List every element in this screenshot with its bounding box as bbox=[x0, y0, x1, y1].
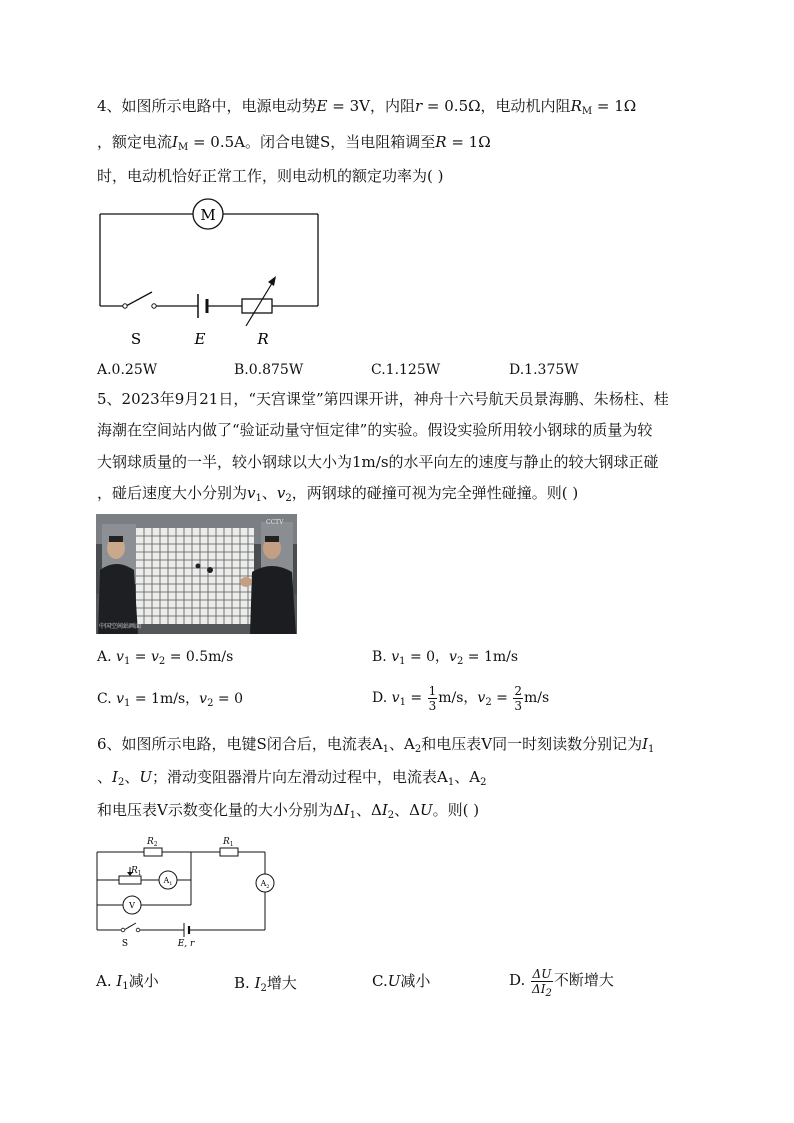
v2-subscript: 2 bbox=[207, 698, 214, 709]
q6-text: 、 bbox=[97, 768, 113, 786]
voltmeter-label: V bbox=[129, 901, 135, 910]
q6-text: 6、如图所示电路，电键S闭合后，电流表A bbox=[97, 735, 383, 753]
denominator-symbol: ΔI bbox=[532, 981, 546, 996]
switch-label: S bbox=[121, 939, 129, 949]
i1-subscript: 1 bbox=[349, 810, 356, 821]
q4-circuit-diagram bbox=[96, 196, 326, 356]
r1-label: $R_1$ bbox=[223, 837, 234, 848]
q6-text: 、Δ bbox=[394, 801, 420, 819]
im-value: = 0.5A。闭合电键S，当电阻箱调至 bbox=[188, 133, 436, 151]
r1-resistor bbox=[220, 848, 238, 856]
option-letter: B. bbox=[372, 649, 392, 665]
v1-subscript: 1 bbox=[255, 493, 262, 504]
i2-subscript: 2 bbox=[260, 983, 267, 994]
source-label: E, r bbox=[177, 939, 195, 949]
option-text: 不断增大 bbox=[553, 971, 614, 989]
fraction-one-third bbox=[428, 684, 438, 713]
option-value: = 0.5m/s bbox=[165, 649, 234, 665]
source-label: E bbox=[194, 330, 206, 348]
option-letter: C. bbox=[97, 691, 117, 707]
q5-option-d[interactable] bbox=[372, 680, 549, 716]
space-station-photo bbox=[96, 514, 297, 634]
emf-value: = 3V，内阻 bbox=[327, 97, 415, 115]
v2-symbol: v bbox=[477, 690, 486, 706]
i2-subscript: 2 bbox=[387, 810, 395, 821]
q4-stem-line3: 时，电动机恰好正常工作，则电动机的额定功率为( ) bbox=[97, 167, 444, 185]
v2-subscript: 2 bbox=[158, 656, 166, 667]
a1-subscript: 1 bbox=[382, 744, 390, 755]
q5-text: ，碰后速度大小分别为 bbox=[97, 484, 248, 502]
option-letter: A. bbox=[97, 649, 117, 665]
cctv-logo: CCTV bbox=[266, 519, 284, 526]
q6-text: 、Δ bbox=[355, 801, 382, 819]
q4-option-d[interactable]: D.1.375W bbox=[509, 362, 579, 378]
option-letter: D. bbox=[509, 971, 531, 989]
resistance-value: = 1Ω bbox=[446, 133, 491, 151]
option-letter: C. bbox=[372, 972, 388, 990]
i2-symbol: I bbox=[381, 801, 388, 819]
q6-option-d[interactable] bbox=[509, 962, 614, 998]
option-text: 减小 bbox=[128, 972, 159, 990]
v1-symbol: v bbox=[116, 691, 125, 707]
r-value: = 0.5Ω，电动机内阻 bbox=[422, 97, 571, 115]
a1-subscript: 1 bbox=[447, 777, 455, 788]
switch-contact bbox=[136, 928, 140, 932]
im-subscript: M bbox=[177, 142, 189, 153]
i2-symbol: I bbox=[254, 974, 261, 992]
numerator: 2 bbox=[514, 683, 522, 698]
equals: = bbox=[405, 690, 427, 706]
q6-stem-line3 bbox=[97, 800, 479, 820]
rm-value: = 1Ω bbox=[592, 97, 637, 115]
equals: = bbox=[130, 649, 151, 665]
resistor-box bbox=[242, 299, 272, 313]
fraction-du-di2 bbox=[531, 966, 553, 999]
option-letter: D. bbox=[372, 690, 392, 706]
option-unit: m/s， bbox=[438, 690, 478, 706]
i1-symbol: I bbox=[116, 972, 123, 990]
q6-stem-line1 bbox=[97, 734, 654, 754]
denominator: 3 bbox=[514, 698, 522, 713]
a2-subscript: 2 bbox=[414, 744, 422, 755]
switch-contact bbox=[152, 304, 156, 308]
q6-option-a[interactable] bbox=[96, 971, 159, 991]
i1-subscript: 1 bbox=[648, 744, 655, 755]
v1-subscript: 1 bbox=[123, 656, 131, 667]
q4-option-b[interactable]: B.0.875W bbox=[234, 362, 304, 378]
rm-symbol: R bbox=[570, 97, 582, 115]
q4-option-a[interactable]: A.0.25W bbox=[97, 362, 158, 378]
q6-text: 。则( ) bbox=[432, 801, 480, 819]
q5-option-b[interactable] bbox=[372, 647, 518, 667]
a2-subscript: 2 bbox=[480, 777, 487, 788]
u-symbol: U bbox=[139, 768, 152, 786]
option-value: = 1m/s， bbox=[130, 691, 200, 707]
r2-label: $R_2$ bbox=[147, 837, 158, 848]
q4-option-c[interactable]: C.1.125W bbox=[371, 362, 441, 378]
denominator bbox=[531, 981, 553, 999]
q6-text: 、A bbox=[389, 735, 415, 753]
v2-symbol: v bbox=[449, 649, 457, 665]
v1-symbol: v bbox=[247, 484, 256, 502]
q6-text: ；滑动变阻器滑片向左滑动过程中，电流表A bbox=[152, 768, 448, 786]
switch-label: S bbox=[130, 330, 142, 348]
fraction-two-thirds bbox=[513, 684, 523, 713]
v2-subscript: 2 bbox=[456, 656, 464, 667]
v2-subscript: 2 bbox=[285, 493, 292, 504]
q5-stem-line2: 海潮在空间站内做了“验证动量守恒定律”的实验。假设实验所用较小钢球的质量为较 bbox=[97, 421, 653, 439]
option-value: = 1m/s bbox=[463, 649, 519, 665]
v1-symbol: v bbox=[391, 690, 400, 706]
q6-text: 和电压表V同一时刻读数分别记为 bbox=[421, 735, 643, 753]
option-value: = 0 bbox=[213, 691, 243, 707]
switch-contact bbox=[121, 928, 125, 932]
option-text: 减小 bbox=[400, 972, 431, 990]
v2-symbol: v bbox=[150, 649, 159, 665]
u-symbol: U bbox=[387, 972, 401, 990]
option-value: = 0， bbox=[405, 649, 450, 665]
rheostat bbox=[119, 876, 141, 884]
numerator: 1 bbox=[428, 683, 437, 698]
resistance-symbol: R bbox=[435, 133, 447, 151]
q6-text: 和电压表V示数变化量的大小分别为Δ bbox=[97, 801, 344, 819]
q6-option-c[interactable] bbox=[372, 971, 430, 991]
v1-subscript: 1 bbox=[399, 656, 406, 667]
q5-text: ，两钢球的碰撞可视为完全弹性碰撞。则( ) bbox=[291, 484, 579, 502]
rm-subscript: M bbox=[581, 106, 593, 117]
q4-stem-line1 bbox=[97, 96, 636, 116]
v1-symbol: v bbox=[116, 649, 124, 665]
v2-symbol: v bbox=[276, 484, 286, 502]
denominator: 3 bbox=[428, 698, 437, 713]
q4-text: ，额定电流 bbox=[97, 133, 173, 151]
option-letter: A. bbox=[96, 972, 117, 990]
q6-option-b[interactable] bbox=[234, 973, 297, 993]
q6-text: 、A bbox=[454, 768, 481, 786]
i1-symbol: I bbox=[642, 735, 649, 753]
rheostat-label: $R_1$ bbox=[131, 866, 142, 877]
switch-contact bbox=[123, 304, 127, 308]
v1-subscript: 1 bbox=[124, 698, 131, 709]
resistor-label: R bbox=[257, 330, 269, 348]
q4-text: 4、如图所示电路中，电源电动势 bbox=[97, 97, 317, 115]
v2-symbol: v bbox=[199, 691, 208, 707]
i1-subscript: 1 bbox=[122, 981, 129, 992]
v2-subscript: 2 bbox=[485, 697, 492, 708]
i2-symbol: I bbox=[112, 768, 118, 786]
i1-symbol: I bbox=[343, 801, 350, 819]
u-symbol: U bbox=[419, 801, 433, 819]
r2-resistor bbox=[144, 848, 162, 856]
q5-stem-line1: 5、2023年9月21日，“天宫课堂”第四课开讲，神舟十六号航天员景海鹏、朱杨柱、桂 bbox=[97, 390, 669, 408]
q6-text: 、 bbox=[124, 768, 140, 786]
equals: = bbox=[491, 690, 513, 706]
v1-symbol: v bbox=[391, 649, 400, 665]
motor-label: M bbox=[200, 206, 216, 224]
q6-circuit-diagram bbox=[94, 830, 274, 954]
q6-stem-line2 bbox=[97, 767, 486, 787]
i2-subscript: 2 bbox=[117, 777, 125, 788]
a1-label: $A_1$ bbox=[163, 876, 173, 887]
arrow-head-icon bbox=[268, 276, 276, 286]
q5-option-a[interactable] bbox=[97, 647, 233, 667]
emf-symbol: E bbox=[316, 97, 328, 115]
denominator-subscript: 2 bbox=[545, 987, 552, 999]
q5-stem-line3: 大钢球质量的一半，较小钢球以大小为1m/s的水平向左的速度与静止的较大钢球正碰 bbox=[97, 453, 659, 471]
q4-stem-line2 bbox=[97, 132, 491, 152]
option-text: 增大 bbox=[266, 974, 297, 992]
im-symbol: I bbox=[172, 133, 178, 151]
q5-option-c[interactable] bbox=[97, 689, 243, 709]
v1-subscript: 1 bbox=[399, 697, 406, 708]
numerator: ΔU bbox=[532, 966, 552, 981]
photo-caption: 中国空间站画面 bbox=[99, 623, 142, 630]
option-letter: B. bbox=[234, 974, 255, 992]
r-symbol: r bbox=[414, 97, 423, 115]
a2-label: $A_2$ bbox=[260, 879, 270, 890]
option-unit: m/s bbox=[523, 690, 550, 706]
q5-stem-line4 bbox=[97, 483, 578, 503]
q5-separator: 、 bbox=[261, 484, 277, 502]
